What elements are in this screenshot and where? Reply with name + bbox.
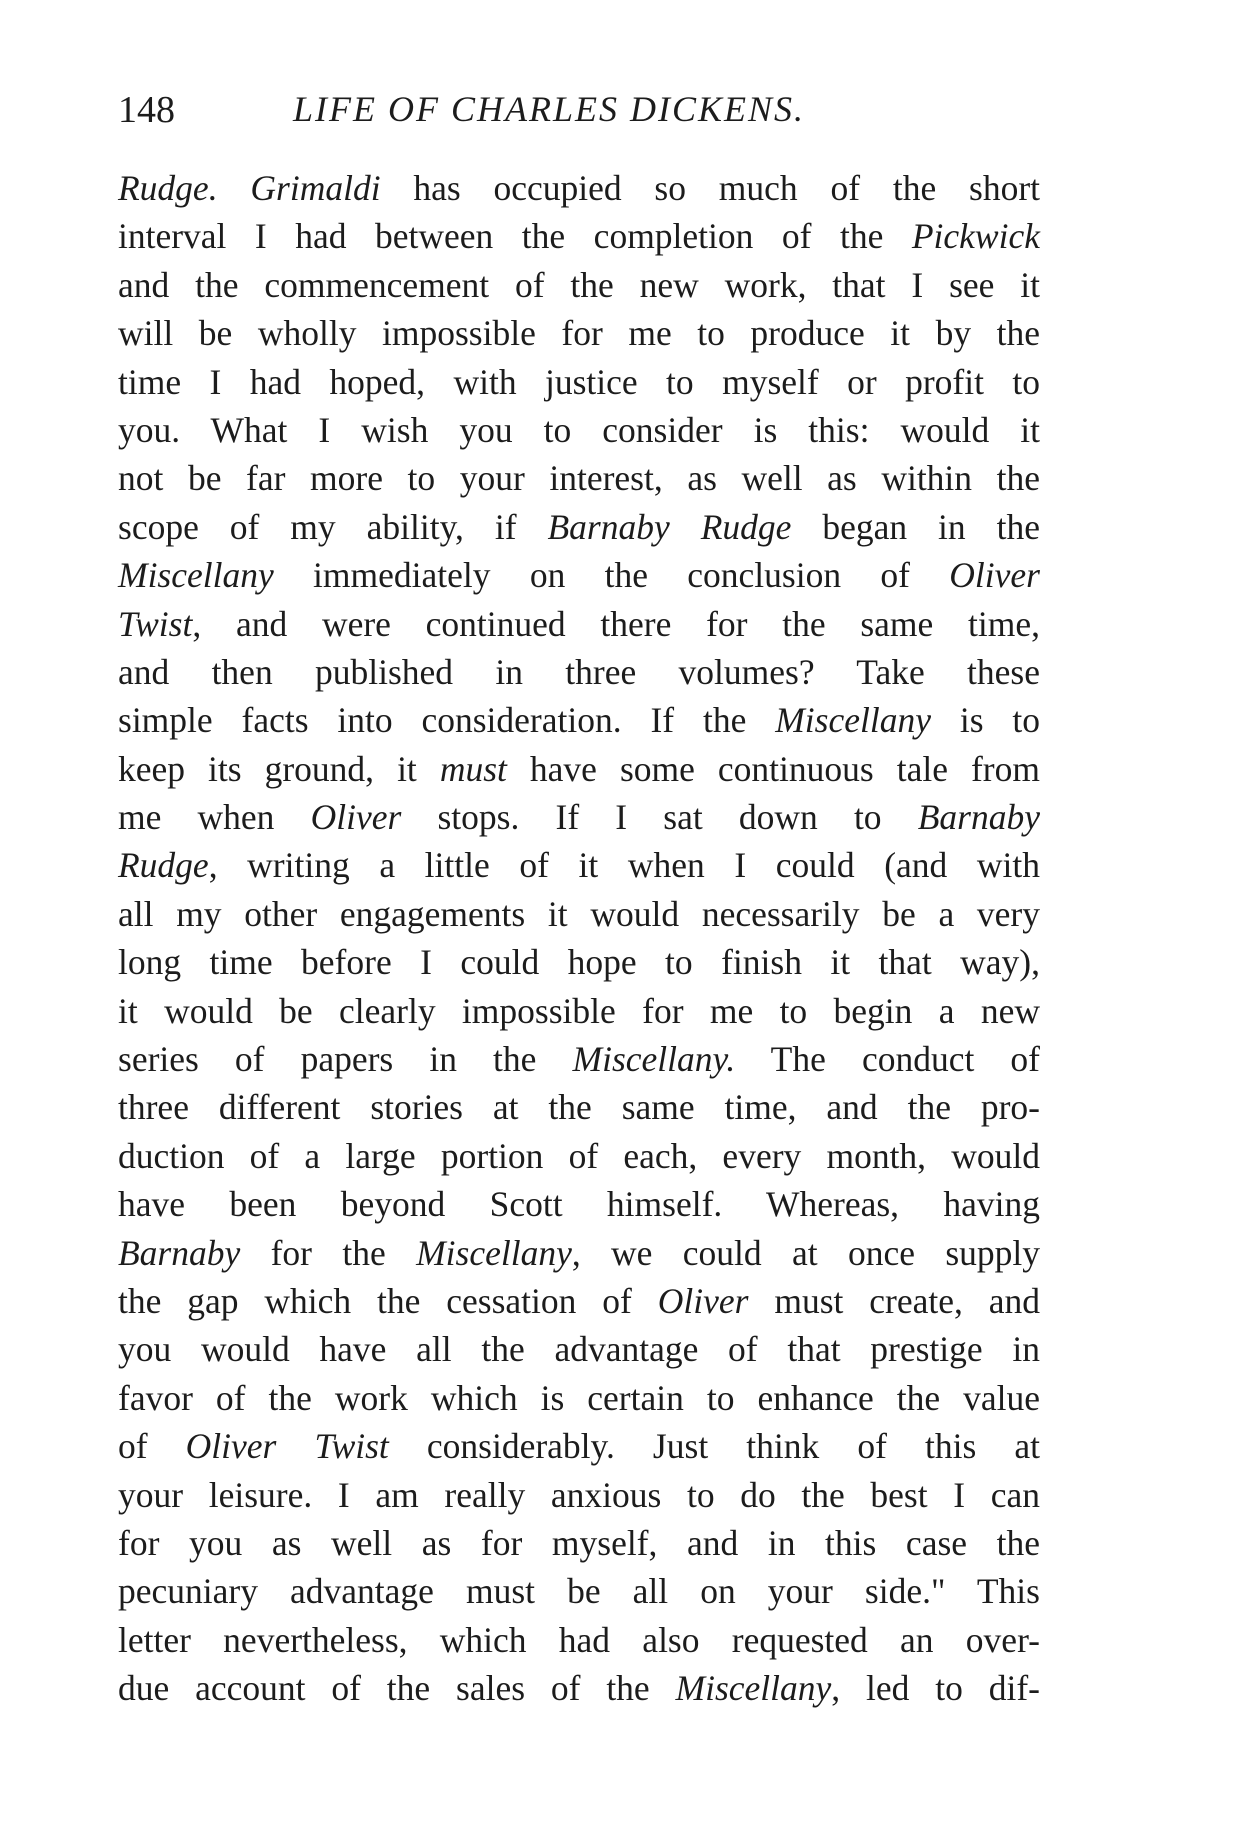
text-line [118,1519,1040,1567]
text-line [118,696,1040,744]
italic-text: Barnaby Rudge [547,506,792,547]
text-segment: immediately on the conclusion of [273,555,950,596]
italic-text: Miscellany [118,555,274,596]
italic-text: Twist [118,603,193,644]
text-line [118,551,1040,599]
text-segment: your leisure. I am really anxious to do the best I can [118,1474,1040,1515]
text-segment: keep its ground, it [118,748,440,789]
text-segment: pecuniary advantage must be all on your side." This [118,1571,1040,1612]
text-line [118,261,1040,309]
text-line [118,841,1040,889]
text-line [118,1180,1040,1228]
text-segment: me when [118,797,311,838]
text-segment: favor of the work which is certain to enhance the value [118,1377,1040,1418]
text-segment: the gap which the cessation of [118,1280,658,1321]
italic-text: must [439,748,507,789]
text-segment: has occupied so much of the short [380,168,1041,208]
italic-text: Miscellany [775,700,931,741]
text-segment: have been beyond Scott himself. Whereas, having [118,1184,1040,1225]
text-segment: , writing a little of it when I could (and with [208,845,1040,886]
text-line [118,503,1040,551]
text-segment: scope of my ability, if [118,506,548,547]
italic-text: Miscellany. [572,1039,736,1080]
text-segment: interval I had between the completion of the [118,216,912,257]
text-line [118,1374,1040,1422]
text-segment: is to [930,700,1040,741]
text-segment: considerably. Just think of this at [388,1426,1041,1467]
text-segment: , we could at once supply [571,1232,1041,1273]
text-segment: and the commencement of the new work, that I see it [118,264,1040,305]
italic-text: Oliver [657,1280,749,1321]
text-line [118,1422,1040,1470]
text-segment: you. What I wish you to consider is this: would it [118,409,1040,450]
italic-text: Miscellany [675,1668,832,1709]
text-segment: must create, and [748,1280,1041,1321]
text-segment: for you as well as for myself, and in this case the [118,1522,1040,1563]
text-line [118,890,1040,938]
text-line [118,406,1040,454]
text-line [118,745,1040,793]
text-line [118,793,1040,841]
text-segment: stops. If I sat down to [401,797,918,838]
page-number: 148 [118,89,175,131]
text-segment: simple facts into consideration. If the [118,700,776,741]
text-segment [218,168,251,208]
body-text [118,164,1040,1713]
text-line [118,1083,1040,1131]
text-line [118,454,1040,502]
text-line [118,600,1040,648]
italic-text: Rudge [118,845,209,886]
text-segment: , led to dif- [831,1668,1040,1709]
text-segment: The conduct of [735,1039,1040,1080]
text-segment: will be wholly impossible for me to produce it by the [118,313,1040,354]
text-segment: three different stories at the same time, and the pro- [118,1087,1040,1128]
text-line [118,164,1040,212]
text-line [118,1229,1040,1277]
italic-text: Pickwick [911,216,1040,257]
text-segment: you would have all the advantage of that prestige in [118,1329,1040,1370]
text-line [118,1132,1040,1180]
text-segment: have some continuous tale from [506,748,1040,789]
page-header [118,78,1038,138]
text-line [118,1616,1040,1664]
text-segment: and then published in three volumes? Take these [118,651,1040,692]
text-segment: it would be clearly impossible for me to begin a new [118,990,1040,1031]
text-segment: , and were continued there for the same time, [192,603,1040,644]
text-line [118,309,1040,357]
italic-text: Miscellany [416,1232,572,1273]
text-line [118,1035,1040,1083]
text-segment: for the [240,1232,417,1273]
text-segment: letter nevertheless, which had also requested an over- [118,1619,1040,1660]
text-segment: of [118,1426,186,1467]
text-segment: series of papers in the [118,1039,573,1080]
text-line [118,648,1040,696]
text-segment: all my other engagements it would necessarily be a very [118,893,1040,934]
text-line [118,1567,1040,1615]
text-segment: not be far more to your interest, as well as within the [118,458,1040,499]
italic-text: Oliver [310,797,402,838]
text-line [118,212,1040,260]
text-line [118,938,1040,986]
text-segment: time I had hoped, with justice to myself or profit to [118,361,1040,402]
italic-text: Rudge. [118,168,218,208]
text-segment: long time before I could hope to finish it that way), [118,942,1040,983]
italic-text: Barnaby [917,797,1040,838]
text-line [118,358,1040,406]
italic-text: Barnaby [118,1232,241,1273]
italic-text: Oliver [949,555,1040,596]
text-line [118,987,1040,1035]
italic-text: Oliver Twist [185,1426,389,1467]
text-line [118,1277,1040,1325]
text-segment: began in the [791,506,1040,547]
text-segment: duction of a large portion of each, every month, would [118,1135,1040,1176]
italic-text: Grimaldi [250,168,381,208]
text-line [118,1325,1040,1373]
text-segment: due account of the sales of the [118,1668,676,1709]
running-title: LIFE OF CHARLES DICKENS. [293,89,805,129]
text-line [118,1664,1040,1712]
text-line [118,1471,1040,1519]
